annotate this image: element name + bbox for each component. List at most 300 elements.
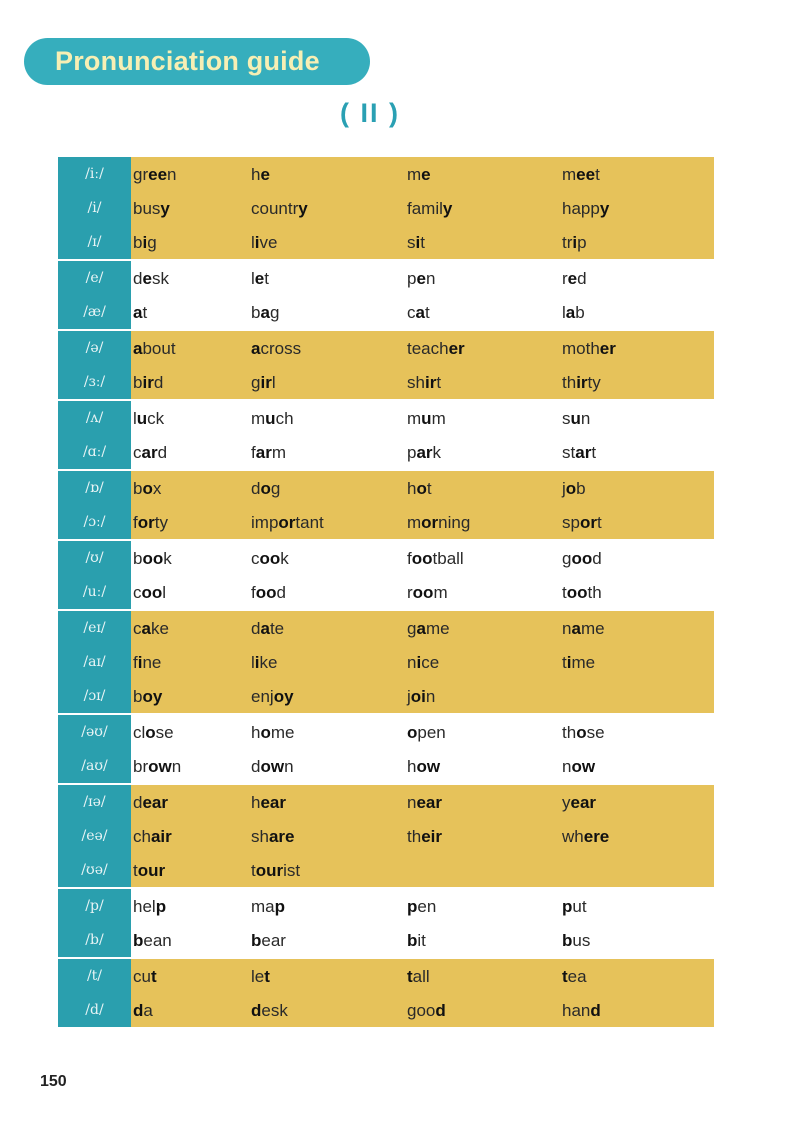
word-text: m [433,583,448,602]
word-text: s [562,409,571,428]
example-word [251,505,324,539]
example-word [407,819,442,853]
example-word [407,331,465,365]
word-text: ma [251,897,275,916]
word-text: ning [438,513,471,532]
phonetic-symbol: /eə/ [81,828,108,844]
highlighted-letters: ee [148,165,168,184]
highlighted-letters: ar [575,443,592,462]
highlighted-letters: b [407,931,418,950]
example-word [251,853,300,887]
word-text: me [425,619,450,638]
highlighted-letters: o [145,723,156,742]
highlighted-letters: d [251,1001,262,1020]
word-text: n [425,269,436,288]
highlighted-letters: i [572,233,578,252]
example-word [133,365,163,399]
example-word [251,749,294,783]
example-word [133,679,162,713]
highlighted-letters: a [416,619,426,638]
sound-group [58,329,714,399]
example-word [251,923,286,957]
example-word [562,959,587,993]
table-row [58,923,714,957]
example-word [562,541,602,575]
example-word [133,575,166,609]
word-text: b [575,303,585,322]
table-row [58,853,714,887]
example-word [251,295,279,329]
word-text: tant [295,513,324,532]
sound-group [58,469,714,539]
example-word [562,157,600,191]
example-word [133,819,172,853]
example-word [251,993,288,1027]
word-text: h [407,479,417,498]
example-word [251,541,289,575]
phonetic-symbol: /eɪ/ [83,620,106,636]
word-text: en [417,897,437,916]
table-row [58,993,714,1027]
word-text: me [571,653,596,672]
word-text: t [133,861,138,880]
example-word [407,679,435,713]
highlighted-letters: d [133,1001,144,1020]
phonetic-symbol: /ɪ/ [87,234,102,250]
example-word [133,225,157,259]
highlighted-letters: ir [424,373,437,392]
highlighted-letters: e [421,165,431,184]
highlighted-letters: our [137,861,166,880]
example-word [562,401,590,435]
table-row [58,225,714,259]
word-text: l [133,409,137,428]
word-text: pen [417,723,446,742]
highlighted-letters: e [142,269,152,288]
example-word [133,715,174,749]
highlighted-letters: ow [148,757,172,776]
word-text: d [157,443,168,462]
word-text: cu [133,967,151,986]
highlighted-letters: a [133,339,143,358]
word-text: l [271,373,276,392]
highlighted-letters: o [565,479,577,498]
highlighted-letters: t [562,967,568,986]
highlighted-letters: d [590,1001,601,1020]
word-text: y [562,793,571,812]
table-row [58,157,714,191]
highlighted-letters: ear [570,793,597,812]
word-text: ist [283,861,301,880]
phonetic-symbol: /i/ [87,200,102,216]
example-word [407,959,430,993]
word-text: m [251,409,266,428]
example-word [562,749,595,783]
word-text: l [251,269,255,288]
word-text: g [407,619,417,638]
example-word [251,715,294,749]
word-text: l [162,583,167,602]
word-text: n [580,409,591,428]
example-word [133,541,172,575]
word-text: n [171,757,182,776]
table-row [58,749,714,783]
word-text: ke [259,653,278,672]
highlighted-letters: i [254,653,260,672]
highlighted-letters: a [571,619,581,638]
word-text: th [407,827,422,846]
example-word [407,295,430,329]
example-word [407,923,426,957]
word-text: t [264,269,269,288]
example-word [562,261,587,295]
word-text: m [431,409,446,428]
example-word [562,645,595,679]
word-text: t [436,373,442,392]
word-text: d [577,269,587,288]
word-text: a [143,1001,153,1020]
example-word [407,749,440,783]
highlighted-letters: a [415,303,425,322]
word-text: han [562,1001,591,1020]
word-text: n [562,757,572,776]
phonetic-symbol: /ɔː/ [83,514,106,530]
word-text: b [576,479,586,498]
example-word [133,295,147,329]
word-text: j [407,687,411,706]
highlighted-letters: ir [142,373,154,392]
example-word [407,225,425,259]
highlighted-letters: er [599,339,616,358]
word-text: s [407,233,416,252]
example-word [133,993,153,1027]
example-word [251,225,277,259]
pronunciation-table [58,157,714,1027]
highlighted-letters: are [268,827,295,846]
highlighted-letters: ee [576,165,596,184]
example-word [251,645,277,679]
example-word [407,575,448,609]
highlighted-letters: oo [566,583,588,602]
highlighted-letters: a [133,303,143,322]
word-text: goo [407,1001,436,1020]
example-word [562,611,605,645]
word-text: sh [407,373,425,392]
example-word [133,785,168,819]
example-word [407,435,441,469]
example-word [562,505,602,539]
highlighted-letters: or [579,513,597,532]
phonetic-symbol: /ə/ [85,340,104,356]
word-text: b [133,687,143,706]
example-word [407,157,431,191]
example-word [251,261,269,295]
word-text: f [251,443,256,462]
phonetic-symbol: /aɪ/ [83,654,106,670]
highlighted-letters: ir [576,373,588,392]
word-text: se [586,723,605,742]
highlighted-letters: our [255,861,284,880]
example-word [133,889,166,923]
word-text: f [251,583,256,602]
word-text: b [133,549,143,568]
example-word [133,505,168,539]
highlighted-letters: i [137,653,143,672]
example-word [407,645,439,679]
highlighted-letters: a [251,339,261,358]
word-text: ck [147,409,165,428]
highlighted-letters: y [442,199,453,218]
example-word [562,295,585,329]
example-word [562,715,605,749]
example-word [251,331,301,365]
sound-group [58,887,714,957]
word-text: b [133,233,143,252]
sound-group [58,609,714,713]
word-text: famil [407,199,443,218]
example-word [562,923,590,957]
word-text: wh [562,827,584,846]
example-word [133,923,172,957]
word-text: d [133,269,143,288]
word-text: n [167,165,177,184]
example-word [562,365,601,399]
highlighted-letters: a [260,303,270,322]
word-text: imp [251,513,279,532]
example-word [133,645,161,679]
table-row [58,715,714,749]
word-text: me [580,619,605,638]
highlighted-letters: b [251,931,262,950]
word-text: ce [421,653,440,672]
word-text: n [562,619,572,638]
word-text: it [417,931,426,950]
word-text: x [152,479,162,498]
highlighted-letters: or [421,513,439,532]
example-word [407,889,436,923]
highlighted-letters: p [562,897,573,916]
phonetic-symbol: /æ/ [83,304,106,320]
word-text: all [412,967,430,986]
section-subtitle: ( II ) [340,98,400,128]
highlighted-letters: t [264,967,270,986]
example-word [407,261,435,295]
word-text: d [133,793,143,812]
word-text: m [407,165,422,184]
word-text: l [251,233,255,252]
highlighted-letters: o [576,723,587,742]
example-word [562,889,587,923]
phonetic-symbol: /e/ [85,270,104,286]
sound-group [58,713,714,783]
word-text: happ [562,199,600,218]
sound-group [58,539,714,609]
word-text: ea [567,967,587,986]
example-word [407,365,441,399]
word-text: f [133,653,138,672]
highlighted-letters: ow [416,757,441,776]
word-text: h [407,757,417,776]
phonetic-symbol: /p/ [85,898,104,914]
word-text: n [407,793,417,812]
word-text: t [424,303,430,322]
highlighted-letters: i [416,653,422,672]
example-word [251,365,276,399]
example-word [562,331,616,365]
word-text: t [142,303,148,322]
word-text: teach [407,339,449,358]
phonetic-symbol: /ɒ/ [85,480,104,496]
table-row [58,435,714,469]
highlighted-letters: o [260,479,271,498]
highlighted-letters: ow [571,757,596,776]
highlighted-letters: oo [412,583,434,602]
word-text: ch [133,827,151,846]
word-text: ve [259,233,278,252]
word-text: n [407,653,417,672]
example-word [407,401,446,435]
highlighted-letters: i [142,233,148,252]
word-text: p [407,443,417,462]
highlighted-letters: ar [255,443,272,462]
example-word [407,471,432,505]
word-text: l [562,303,566,322]
table-row [58,505,714,539]
phonetic-symbol: /ʌ/ [85,410,104,426]
highlighted-letters: ow [260,757,285,776]
word-text: c [133,443,142,462]
highlighted-letters: o [142,479,153,498]
example-word [407,505,470,539]
highlighted-letters: oo [142,549,164,568]
example-word [251,611,284,645]
example-word [251,191,308,225]
word-text: g [562,549,572,568]
highlighted-letters: air [150,827,172,846]
sound-group [58,399,714,469]
highlighted-letters: ar [416,443,433,462]
table-row [58,645,714,679]
word-text: t [251,861,256,880]
example-word [133,749,181,783]
sound-group [58,783,714,887]
word-text: m [271,443,286,462]
page-number: 150 [40,1073,67,1090]
word-text: ty [154,513,168,532]
highlighted-letters: p [407,897,418,916]
table-row [58,819,714,853]
highlighted-letters: p [155,897,167,916]
page-title: Pronunciation guide [55,46,320,76]
word-text: k [432,443,442,462]
highlighted-letters: oo [411,549,433,568]
word-text: ke [150,619,169,638]
phonetic-symbol: /əʊ/ [81,724,108,740]
word-text: moth [562,339,600,358]
word-text: se [155,723,174,742]
word-text: k [280,549,289,568]
highlighted-letters: d [435,1001,446,1020]
word-text: th [562,723,577,742]
highlighted-letters: i [254,233,260,252]
example-word [133,191,170,225]
highlighted-letters: a [260,619,270,638]
word-text: ch [275,409,294,428]
highlighted-letters: i [415,233,421,252]
word-text: k [163,549,172,568]
example-word [407,715,446,749]
highlighted-letters: u [136,409,148,428]
example-word [251,889,285,923]
highlighted-letters: oo [571,549,593,568]
highlighted-letters: a [141,619,151,638]
example-word [562,225,587,259]
word-text: c [133,583,142,602]
example-word [562,819,609,853]
highlighted-letters: u [265,409,276,428]
highlighted-letters: eir [421,827,442,846]
example-word [251,575,286,609]
example-word [251,679,294,713]
word-text: hel [133,897,156,916]
word-text: n [425,687,436,706]
phonetic-symbol: /ɔɪ/ [83,688,106,704]
highlighted-letters: y [298,199,308,218]
example-word [562,191,609,225]
example-word [133,435,167,469]
highlighted-letters: ear [142,793,168,812]
word-text: b [133,479,143,498]
section-title-pill [24,38,370,85]
highlighted-letters: oo [255,583,277,602]
highlighted-letters: ear [416,793,442,812]
highlighted-letters: ear [260,793,286,812]
word-text: ut [572,897,587,916]
highlighted-letters: u [570,409,581,428]
example-word [562,435,596,469]
example-word [133,611,169,645]
word-text: me [270,723,295,742]
highlighted-letters: i [566,653,572,672]
word-text: m [562,165,577,184]
word-text: t [420,233,425,252]
phonetic-symbol: /iː/ [85,166,104,182]
phonetic-symbol: /aʊ/ [81,758,108,774]
word-text: b [133,373,143,392]
word-text: l [251,653,255,672]
word-text: c [133,619,142,638]
word-text: d [251,479,261,498]
word-text: h [251,723,261,742]
word-text: g [270,479,281,498]
word-text: b [251,303,261,322]
word-text: f [407,549,412,568]
word-text: h [251,793,261,812]
highlighted-letters: ere [583,827,610,846]
word-text: m [407,409,422,428]
example-word [407,191,452,225]
table-row [58,959,714,993]
word-text: r [562,269,568,288]
highlighted-letters: o [407,723,418,742]
highlighted-letters: y [599,199,610,218]
phonetic-symbol: /t/ [86,968,103,984]
highlighted-letters: o [260,723,271,742]
example-word [251,435,286,469]
word-text: enj [251,687,274,706]
table-row [58,401,714,435]
highlighted-letters: a [565,303,576,322]
